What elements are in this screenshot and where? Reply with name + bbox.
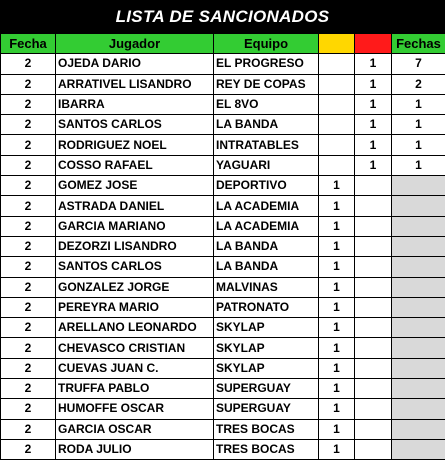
cell-fecha: 2 xyxy=(1,135,56,155)
cell-jugador: COSSO RAFAEL xyxy=(56,155,214,175)
cell-fechas xyxy=(392,399,445,419)
table-row xyxy=(1,277,445,297)
cell-fecha: 2 xyxy=(1,297,56,317)
cell-equipo: INTRATABLES xyxy=(214,135,319,155)
cell-equipo: PATRONATO xyxy=(214,297,319,317)
table-row xyxy=(1,236,445,256)
cell-fecha: 2 xyxy=(1,236,56,256)
table-row xyxy=(1,216,445,236)
cell-fechas: 1 xyxy=(392,115,445,135)
cell-equipo: EL PROGRESO xyxy=(214,54,319,74)
cell-yellow-count xyxy=(319,94,355,114)
cell-red-count: 1 xyxy=(355,54,392,74)
cell-fecha: 2 xyxy=(1,439,56,459)
cell-equipo: YAGUARI xyxy=(214,155,319,175)
cell-fecha: 2 xyxy=(1,379,56,399)
cell-fecha: 2 xyxy=(1,257,56,277)
cell-fecha: 2 xyxy=(1,419,56,439)
cell-fecha: 2 xyxy=(1,216,56,236)
cell-equipo: MALVINAS xyxy=(214,277,319,297)
header-fechas: Fechas xyxy=(392,34,445,54)
cell-equipo: TRES BOCAS xyxy=(214,419,319,439)
cell-fechas xyxy=(392,297,445,317)
cell-equipo: SKYLAP xyxy=(214,318,319,338)
cell-fechas xyxy=(392,236,445,256)
table-row xyxy=(1,74,445,94)
cell-equipo: DEPORTIVO xyxy=(214,176,319,196)
cell-red-count: 1 xyxy=(355,115,392,135)
cell-fechas xyxy=(392,419,445,439)
cell-red-count xyxy=(355,216,392,236)
table-row xyxy=(1,176,445,196)
cell-jugador: SANTOS CARLOS xyxy=(56,115,214,135)
cell-yellow-count: 1 xyxy=(319,399,355,419)
table-row xyxy=(1,358,445,378)
cell-yellow-count: 1 xyxy=(319,236,355,256)
cell-red-count xyxy=(355,439,392,459)
cell-red-count: 1 xyxy=(355,155,392,175)
table-row xyxy=(1,318,445,338)
cell-jugador: CHEVASCO CRISTIAN xyxy=(56,338,214,358)
cell-yellow-count: 1 xyxy=(319,216,355,236)
cell-red-count xyxy=(355,196,392,216)
cell-fecha: 2 xyxy=(1,358,56,378)
table-row xyxy=(1,155,445,175)
cell-jugador: ASTRADA DANIEL xyxy=(56,196,214,216)
cell-equipo: LA BANDA xyxy=(214,236,319,256)
cell-red-count: 1 xyxy=(355,135,392,155)
cell-yellow-count: 1 xyxy=(319,176,355,196)
cell-jugador: RODRIGUEZ NOEL xyxy=(56,135,214,155)
cell-equipo: EL 8VO xyxy=(214,94,319,114)
cell-fechas xyxy=(392,439,445,459)
cell-jugador: GOMEZ JOSE xyxy=(56,176,214,196)
cell-fechas: 1 xyxy=(392,135,445,155)
cell-red-count xyxy=(355,318,392,338)
cell-jugador: ARELLANO LEONARDO xyxy=(56,318,214,338)
header-jugador: Jugador xyxy=(56,34,214,54)
cell-equipo: LA ACADEMIA xyxy=(214,216,319,236)
cell-jugador: GARCIA MARIANO xyxy=(56,216,214,236)
cell-yellow-count xyxy=(319,135,355,155)
cell-red-count xyxy=(355,358,392,378)
table-row xyxy=(1,257,445,277)
cell-red-count xyxy=(355,297,392,317)
cell-fecha: 2 xyxy=(1,74,56,94)
cell-fechas xyxy=(392,257,445,277)
header-equipo: Equipo xyxy=(214,34,319,54)
cell-fecha: 2 xyxy=(1,338,56,358)
table-row xyxy=(1,338,445,358)
cell-red-count xyxy=(355,176,392,196)
cell-yellow-count: 1 xyxy=(319,277,355,297)
table-row xyxy=(1,419,445,439)
cell-red-count: 1 xyxy=(355,94,392,114)
cell-red-count xyxy=(355,338,392,358)
cell-yellow-count xyxy=(319,115,355,135)
sheet-title: LISTA DE SANCIONADOS xyxy=(0,0,445,33)
cell-fechas xyxy=(392,216,445,236)
cell-jugador: HUMOFFE OSCAR xyxy=(56,399,214,419)
cell-yellow-count xyxy=(319,54,355,74)
cell-jugador: TRUFFA PABLO xyxy=(56,379,214,399)
cell-fecha: 2 xyxy=(1,155,56,175)
table-row xyxy=(1,379,445,399)
cell-fechas: 2 xyxy=(392,74,445,94)
cell-red-count xyxy=(355,236,392,256)
cell-fechas xyxy=(392,176,445,196)
header-fecha: Fecha xyxy=(1,34,56,54)
cell-jugador: RODA JULIO xyxy=(56,439,214,459)
cell-equipo: SUPERGUAY xyxy=(214,379,319,399)
header-yellow-card xyxy=(319,34,355,54)
cell-equipo: LA BANDA xyxy=(214,257,319,277)
cell-jugador: ARRATIVEL LISANDRO xyxy=(56,74,214,94)
table-row xyxy=(1,115,445,135)
cell-jugador: PEREYRA MARIO xyxy=(56,297,214,317)
cell-fecha: 2 xyxy=(1,196,56,216)
cell-equipo: SKYLAP xyxy=(214,358,319,378)
cell-yellow-count: 1 xyxy=(319,257,355,277)
cell-red-count xyxy=(355,277,392,297)
cell-jugador: OJEDA DARIO xyxy=(56,54,214,74)
cell-fechas xyxy=(392,318,445,338)
cell-equipo: SKYLAP xyxy=(214,338,319,358)
cell-equipo: LA BANDA xyxy=(214,115,319,135)
cell-yellow-count: 1 xyxy=(319,196,355,216)
cell-equipo: SUPERGUAY xyxy=(214,399,319,419)
cell-fechas xyxy=(392,277,445,297)
cell-yellow-count: 1 xyxy=(319,318,355,338)
header-row xyxy=(1,34,445,54)
cell-fechas: 7 xyxy=(392,54,445,74)
cell-red-count xyxy=(355,379,392,399)
cell-red-count: 1 xyxy=(355,74,392,94)
cell-fechas xyxy=(392,379,445,399)
cell-yellow-count xyxy=(319,155,355,175)
cell-fechas: 1 xyxy=(392,155,445,175)
cell-fechas: 1 xyxy=(392,94,445,114)
table-row xyxy=(1,297,445,317)
cell-jugador: DEZORZI LISANDRO xyxy=(56,236,214,256)
cell-equipo: LA ACADEMIA xyxy=(214,196,319,216)
cell-red-count xyxy=(355,257,392,277)
cell-fechas xyxy=(392,358,445,378)
header-red-card xyxy=(355,34,392,54)
cell-yellow-count xyxy=(319,74,355,94)
cell-jugador: GARCIA OSCAR xyxy=(56,419,214,439)
cell-yellow-count: 1 xyxy=(319,338,355,358)
cell-fecha: 2 xyxy=(1,176,56,196)
cell-jugador: SANTOS CARLOS xyxy=(56,257,214,277)
table-row xyxy=(1,439,445,459)
cell-jugador: IBARRA xyxy=(56,94,214,114)
cell-equipo: REY DE COPAS xyxy=(214,74,319,94)
cell-red-count xyxy=(355,419,392,439)
cell-yellow-count: 1 xyxy=(319,358,355,378)
cell-jugador: CUEVAS JUAN C. xyxy=(56,358,214,378)
table-row xyxy=(1,54,445,74)
table-row xyxy=(1,94,445,114)
cell-fecha: 2 xyxy=(1,94,56,114)
cell-yellow-count: 1 xyxy=(319,439,355,459)
cell-fecha: 2 xyxy=(1,399,56,419)
cell-yellow-count: 1 xyxy=(319,297,355,317)
cell-fecha: 2 xyxy=(1,115,56,135)
cell-fecha: 2 xyxy=(1,277,56,297)
cell-yellow-count: 1 xyxy=(319,419,355,439)
cell-jugador: GONZALEZ JORGE xyxy=(56,277,214,297)
cell-yellow-count: 1 xyxy=(319,379,355,399)
cell-equipo: TRES BOCAS xyxy=(214,439,319,459)
cell-fecha: 2 xyxy=(1,318,56,338)
table-body xyxy=(1,54,445,460)
sanctions-table xyxy=(0,33,445,460)
table-row xyxy=(1,196,445,216)
cell-fechas xyxy=(392,338,445,358)
cell-fechas xyxy=(392,196,445,216)
cell-fecha: 2 xyxy=(1,54,56,74)
cell-red-count xyxy=(355,399,392,419)
table-row xyxy=(1,135,445,155)
table-row xyxy=(1,399,445,419)
